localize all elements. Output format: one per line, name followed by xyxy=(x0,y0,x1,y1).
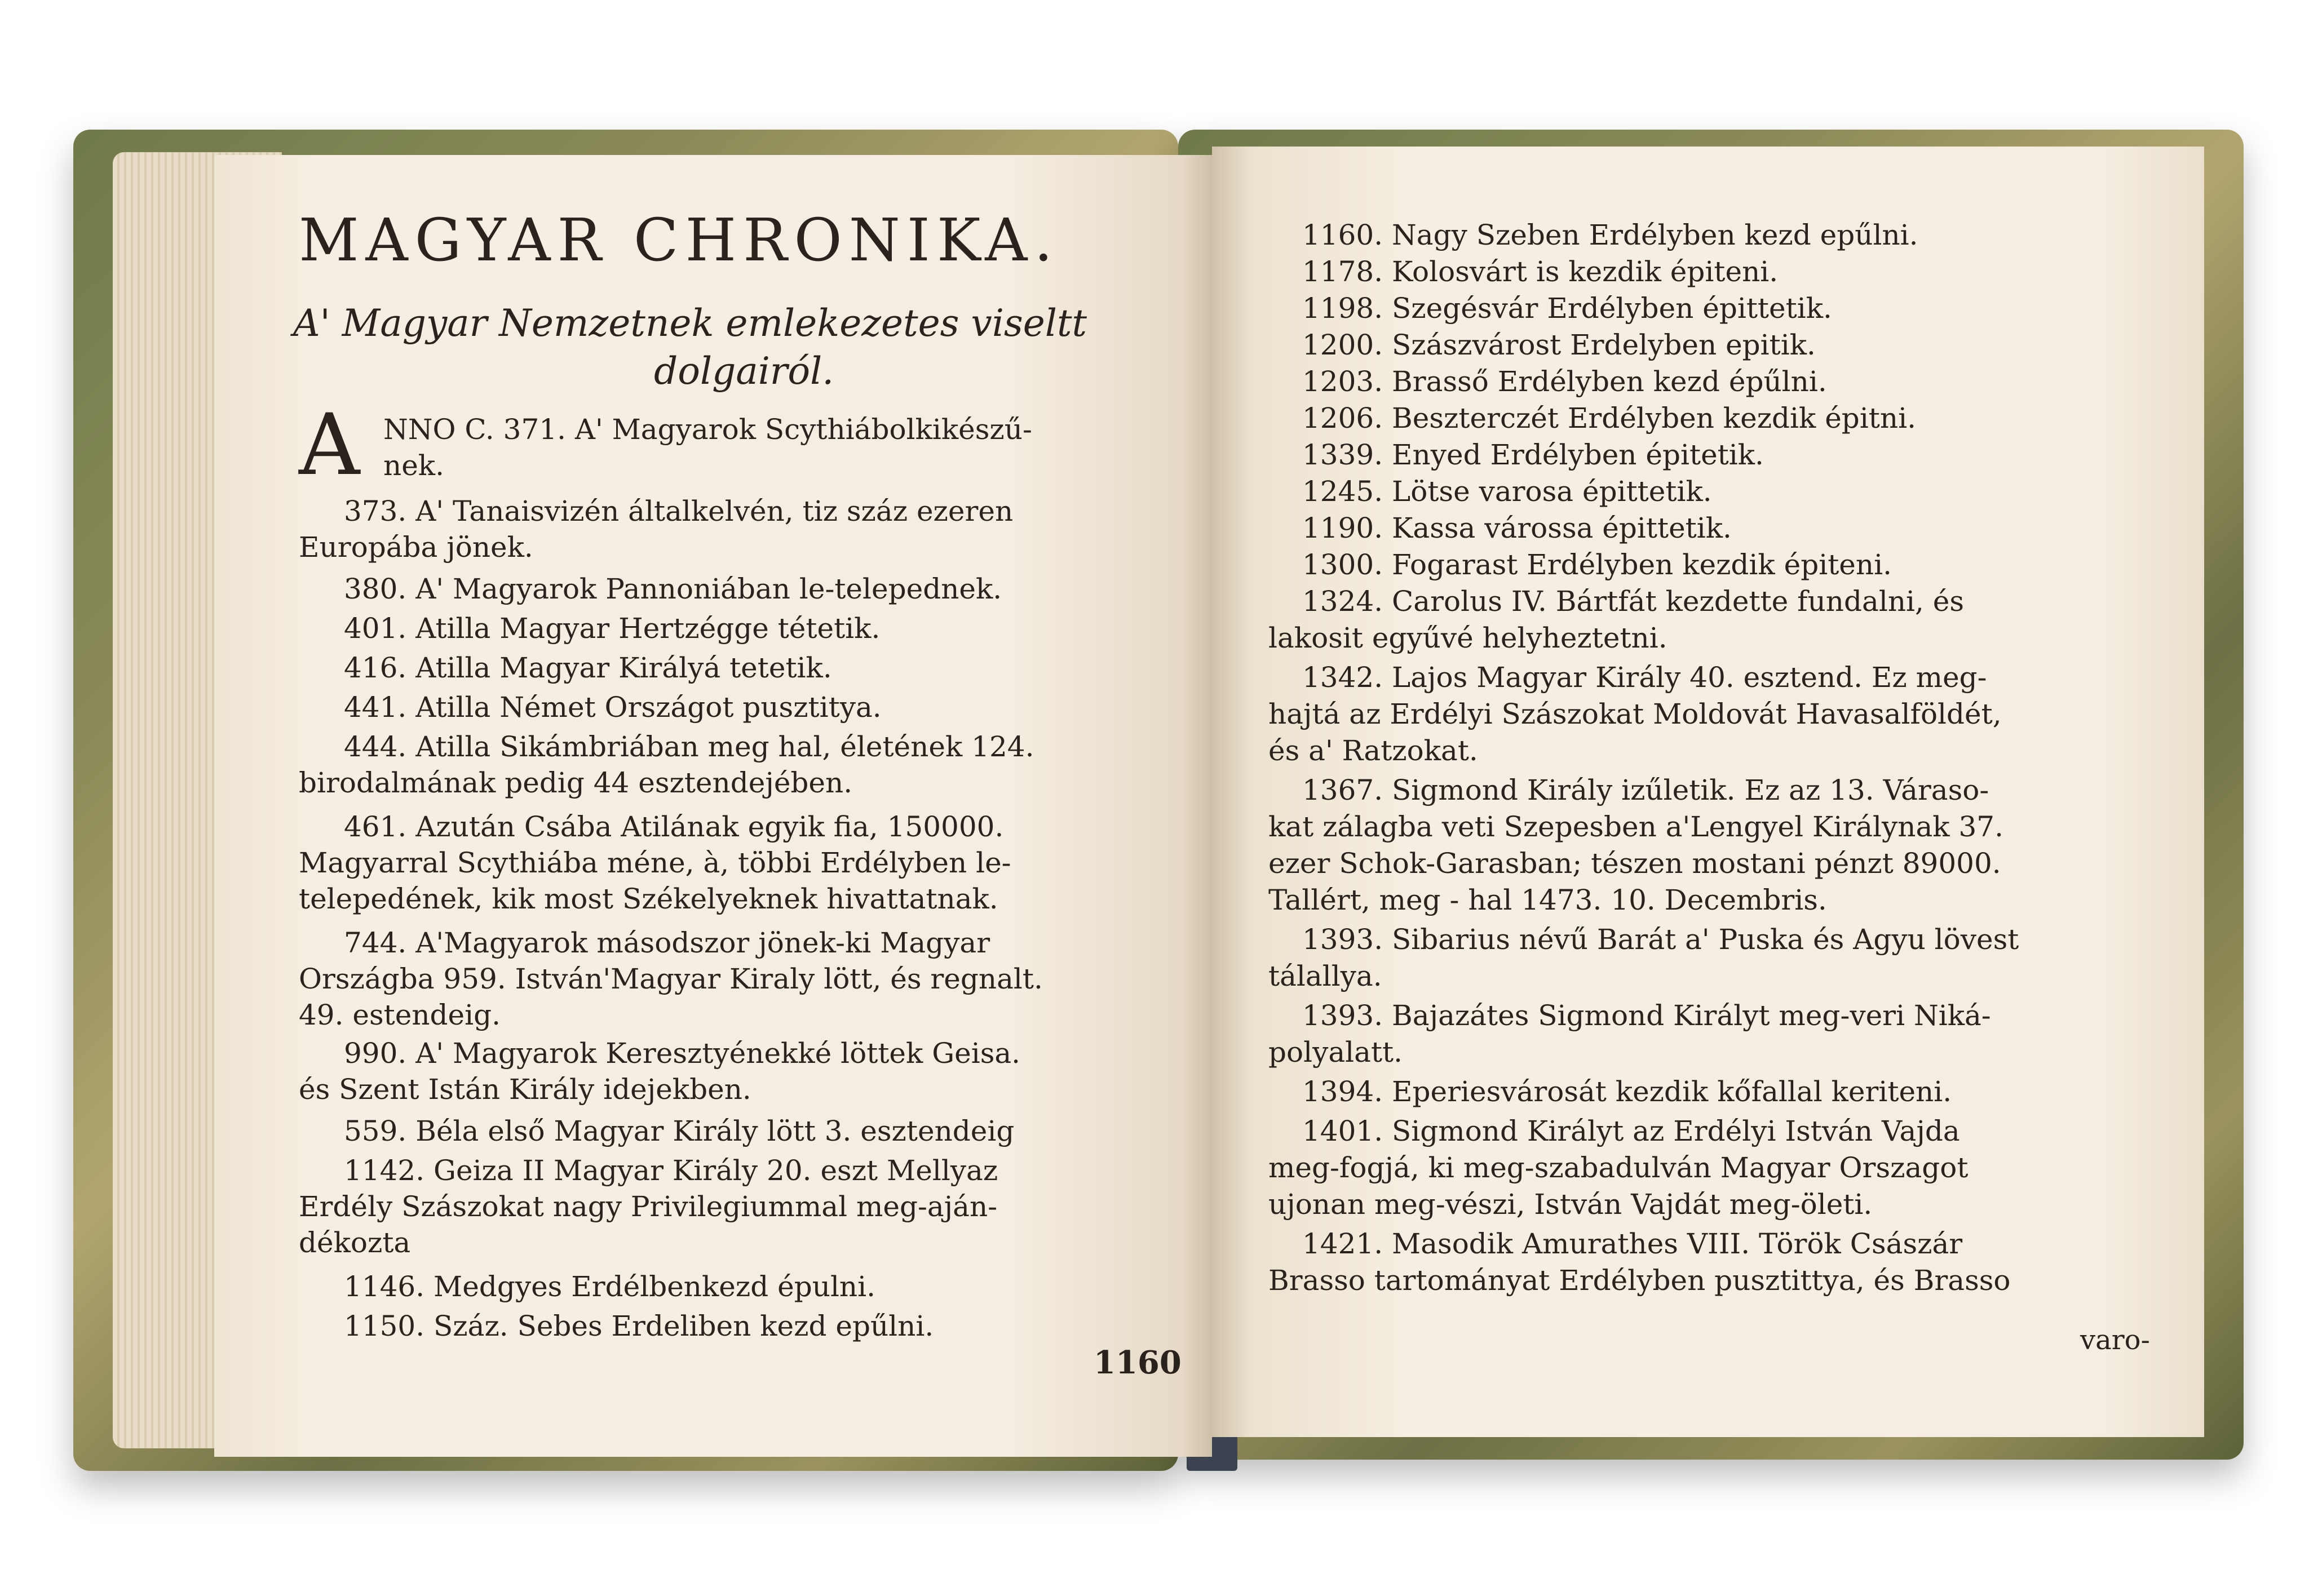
text-line: Brasso tartományat Erdélyben pusztittya, és Brasso xyxy=(1268,1264,2011,1297)
catchword: varo- xyxy=(2080,1324,2150,1356)
text-line: nek. xyxy=(383,449,444,482)
text-line: és Szent Istán Király idejekben. xyxy=(299,1073,751,1106)
text-line: birodalmának pedig 44 esztendejében. xyxy=(299,766,853,799)
text-line: 461. Azután Csába Atilának egyik fia, 150000. xyxy=(344,810,1004,843)
text-line: 1401. Sigmond Királyt az Erdélyi István Vajda xyxy=(1302,1115,1960,1147)
page-title: MAGYAR CHRONIKA. xyxy=(299,206,1060,274)
text-line: 1342. Lajos Magyar Király 40. esztend. Ez meg- xyxy=(1302,661,1987,694)
text-line: polyalatt. xyxy=(1268,1036,1403,1069)
text-line: 1160. Nagy Szeben Erdélyben kezd epűlni. xyxy=(1302,219,1918,251)
text-line: Magyarral Scythiába méne, à, többi Erdélyben le- xyxy=(299,846,1011,879)
text-line: Országba 959. István'Magyar Kiraly lött, és regnalt. xyxy=(299,963,1043,995)
text-line: kat zálagba veti Szepesben a'Lengyel Királynak 37. xyxy=(1268,810,2004,843)
text-line: tálallya. xyxy=(1268,960,1382,992)
text-line: 49. estendeig. xyxy=(299,999,501,1031)
text-line: 380. A' Magyarok Pannoniában le-telepednek. xyxy=(344,573,1002,605)
text-line: Tallért, meg - hal 1473. 10. Decembris. xyxy=(1268,884,1827,916)
text-line: 1367. Sigmond Király izűletik. Ez az 13. Váraso- xyxy=(1302,774,1989,806)
text-line: 1245. Lötse varosa épittetik. xyxy=(1302,475,1712,508)
text-line: 441. Atilla Német Országot pusztitya. xyxy=(344,691,882,724)
text-line: 990. A' Magyarok Keresztyénekké löttek Geisa. xyxy=(344,1037,1021,1070)
page-number: 1160 xyxy=(1094,1344,1182,1381)
text-line: hajtá az Erdélyi Szászokat Moldovát Havasalföldét, xyxy=(1268,698,2002,730)
text-line: 401. Atilla Magyar Hertzégge tétetik. xyxy=(344,612,881,645)
right-page xyxy=(1212,147,2204,1437)
text-line: 559. Béla első Magyar Király lött 3. esztendeig xyxy=(344,1115,1015,1147)
text-line: 1300. Fogarast Erdélyben kezdik épiteni. xyxy=(1302,548,1892,581)
drop-cap: A xyxy=(299,396,360,494)
text-line: 444. Atilla Sikámbriában meg hal, életének 124. xyxy=(344,730,1034,763)
text-line: 1142. Geiza II Magyar Király 20. eszt Mellyaz xyxy=(344,1154,998,1187)
text-line: ujonan meg-vészi, István Vajdát meg-öleti. xyxy=(1268,1188,1873,1221)
text-line: telepedének, kik most Székelyeknek hivattatnak. xyxy=(299,883,998,915)
page-subtitle: A' Magyar Nemzetnek emlekezetes viseltt xyxy=(293,302,1087,345)
text-line: Erdély Szászokat nagy Privilegiummal meg-aján- xyxy=(299,1190,998,1223)
text-line: NNO C. 371. A' Magyarok Scythiábolkikészű- xyxy=(383,413,1032,446)
text-line: lakosit egyűvé helyheztetni. xyxy=(1268,622,1667,654)
text-line: 1393. Bajazátes Sigmond Királyt meg-veri Niká- xyxy=(1302,999,1991,1032)
text-line: 744. A'Magyarok másodszor jönek-ki Magyar xyxy=(344,926,990,959)
open-book xyxy=(73,130,2244,1477)
text-line: 1190. Kassa várossa épittetik. xyxy=(1302,512,1732,544)
text-line: ezer Schok-Garasban; tészen mostani pénzt 89000. xyxy=(1268,847,2001,880)
page-subtitle-continued: dolgairól. xyxy=(654,349,834,393)
text-line: 1198. Szegésvár Erdélyben épittetik. xyxy=(1302,292,1832,325)
text-line: 1394. Eperiesvárosát kezdik kőfallal keriteni. xyxy=(1302,1075,1952,1108)
left-page xyxy=(214,155,1212,1457)
text-line: meg-fogjá, ki meg-szabadulván Magyar Orszagot xyxy=(1268,1151,1969,1184)
text-line: 1200. Szászvárost Erdelyben epitik. xyxy=(1302,329,1816,361)
text-line: 1203. Brasső Erdélyben kezd épűlni. xyxy=(1302,365,1827,398)
text-line: 1324. Carolus IV. Bártfát kezdette fundalni, és xyxy=(1302,585,1965,618)
text-line: 1150. Száz. Sebes Erdeliben kezd epűlni. xyxy=(344,1310,934,1342)
text-line: 373. A' Tanaisvizén általkelvén, tiz száz ezeren xyxy=(344,495,1014,527)
text-line: Europába jönek. xyxy=(299,531,533,564)
text-line: 1421. Masodik Amurathes VIII. Török Császár xyxy=(1302,1227,1963,1260)
text-line: dékozta xyxy=(299,1226,411,1259)
text-line: 1339. Enyed Erdélyben épitetik. xyxy=(1302,438,1764,471)
text-line: és a' Ratzokat. xyxy=(1268,734,1478,767)
text-line: 1146. Medgyes Erdélbenkezd épulni. xyxy=(344,1270,876,1303)
text-line: 1206. Beszterczét Erdélyben kezdik épitni. xyxy=(1302,402,1916,435)
text-line: 416. Atilla Magyar Királyá tetetik. xyxy=(344,651,832,684)
text-line: 1178. Kolosvárt is kezdik épiteni. xyxy=(1302,255,1779,288)
text-line: 1393. Sibarius névű Barát a' Puska és Agyu lövest xyxy=(1302,923,2019,956)
